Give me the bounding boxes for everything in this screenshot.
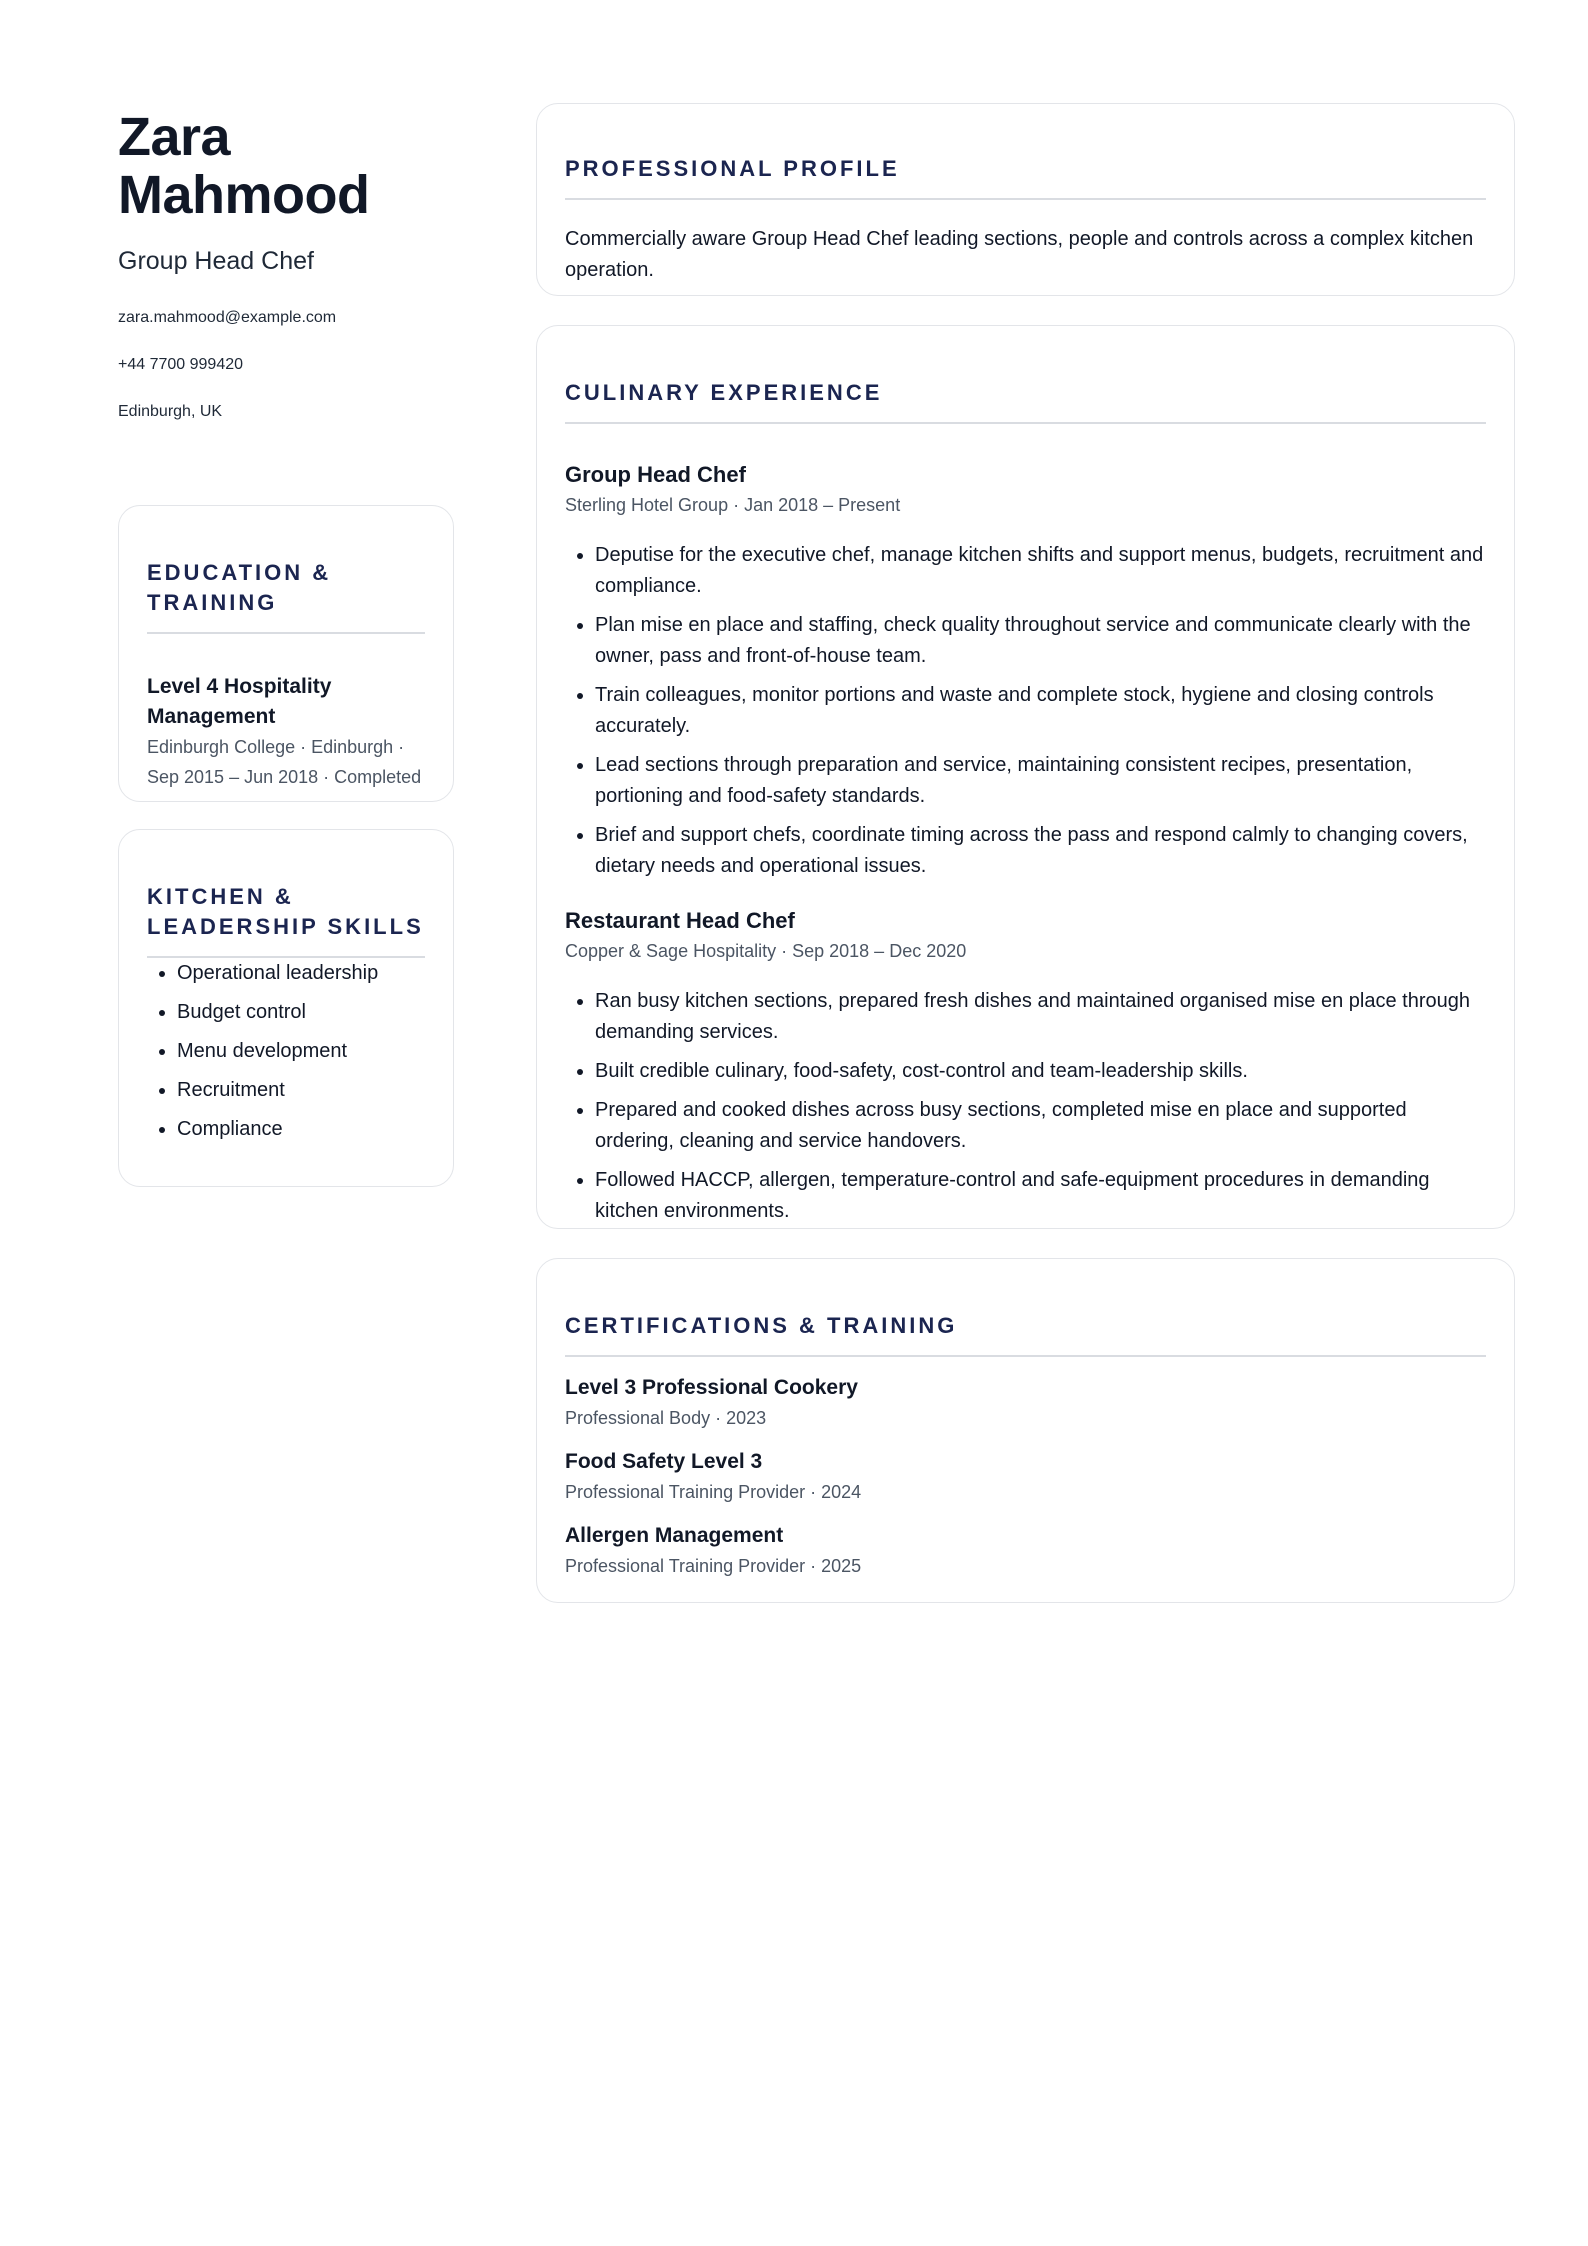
job-meta: Copper & Sage Hospitality · Sep 2018 – Dec 2020: [565, 941, 967, 961]
certification-title: Level 3 Professional Cookery: [565, 1376, 858, 1399]
experience-title: CULINARY EXPERIENCE: [565, 378, 1486, 424]
skills-title: KITCHEN & LEADERSHIP SKILLS: [147, 882, 425, 958]
certification-meta: Professional Training Provider · 2024: [565, 1482, 862, 1502]
job-bullet: • Plan mise en place and staffing, check quality throughout service and communicate clearly with the owner, pass and front-of-house team.: [595, 610, 1486, 672]
skill-item: • Menu development: [177, 1036, 425, 1067]
contact-details: [118, 308, 453, 422]
certification-entry: [565, 1521, 1486, 1581]
education-entry: [147, 672, 425, 792]
last-name: Mahmood: [118, 165, 370, 225]
job-meta: Sterling Hotel Group · Jan 2018 – Present: [565, 495, 901, 515]
job-entry: [565, 460, 1486, 882]
certification-entry: [565, 1373, 1486, 1433]
job-bullet: • Ran busy kitchen sections, prepared fresh dishes and maintained organised mise en place through demanding services.: [595, 986, 1486, 1048]
education-title: EDUCATION & TRAINING: [147, 558, 425, 634]
profile-title: PROFESSIONAL PROFILE: [565, 154, 1486, 200]
candidate-name: [118, 108, 453, 224]
job-headline: Group Head Chef: [118, 247, 314, 275]
resume-header: [118, 108, 453, 422]
job-bullets: [565, 986, 1486, 1227]
profile-card: [536, 103, 1515, 296]
skill-item: • Recruitment: [177, 1075, 425, 1106]
skill-item: • Compliance: [177, 1114, 425, 1145]
job-title: Group Head Chef: [565, 462, 746, 487]
contact-email[interactable]: zara.mahmood@example.com: [118, 309, 337, 326]
job-bullet: • Built credible culinary, food-safety, cost-control and team-leadership skills.: [595, 1056, 1486, 1087]
certification-title: Food Safety Level 3: [565, 1450, 763, 1473]
education-card: [118, 505, 454, 802]
skills-list: [147, 958, 425, 1145]
job-bullet: • Followed HACCP, allergen, temperature-control and safe-equipment procedures in demanding kitchen environments.: [595, 1165, 1486, 1227]
job-bullet: • Deputise for the executive chef, manage kitchen shifts and support menus, budgets, recruitment and compliance.: [595, 540, 1486, 602]
job-bullet: • Prepared and cooked dishes across busy sections, completed mise en place and supported ordering, cleaning and service handovers.: [595, 1095, 1486, 1157]
job-bullet: • Lead sections through preparation and service, maintaining consistent recipes, presentation, portioning and food-safety standards.: [595, 750, 1486, 812]
certification-meta: Professional Training Provider · 2025: [565, 1556, 862, 1576]
first-name: Zara: [118, 107, 231, 167]
job-title: Restaurant Head Chef: [565, 908, 795, 933]
job-entry: [565, 906, 1486, 1227]
skill-item: • Operational leadership: [177, 958, 425, 989]
contact-phone[interactable]: +44 7700 999420: [118, 356, 244, 373]
profile-summary: Commercially aware Group Head Chef leading sections, people and controls across a complex kitchen operation.: [565, 228, 1474, 281]
experience-card: [536, 325, 1515, 1229]
skill-item: • Budget control: [177, 997, 425, 1028]
certifications-title: CERTIFICATIONS & TRAINING: [565, 1311, 1486, 1357]
job-bullet: • Train colleagues, monitor portions and waste and complete stock, hygiene and closing controls accurately.: [595, 680, 1486, 742]
certification-entry: [565, 1447, 1486, 1507]
skills-card: [118, 829, 454, 1187]
certification-meta: Professional Body · 2023: [565, 1408, 767, 1428]
certification-title: Allergen Management: [565, 1524, 784, 1547]
certifications-card: [536, 1258, 1515, 1603]
education-entry-meta: Edinburgh College · Edinburgh · Sep 2015 – Jun 2018 · Completed: [147, 737, 422, 787]
job-bullets: [565, 540, 1486, 882]
education-entry-title: Level 4 Hospitality Management: [147, 675, 332, 728]
job-bullet: • Brief and support chefs, coordinate timing across the pass and respond calmly to changing covers, dietary needs and operational issues.: [595, 820, 1486, 882]
contact-location: Edinburgh, UK: [118, 403, 223, 420]
